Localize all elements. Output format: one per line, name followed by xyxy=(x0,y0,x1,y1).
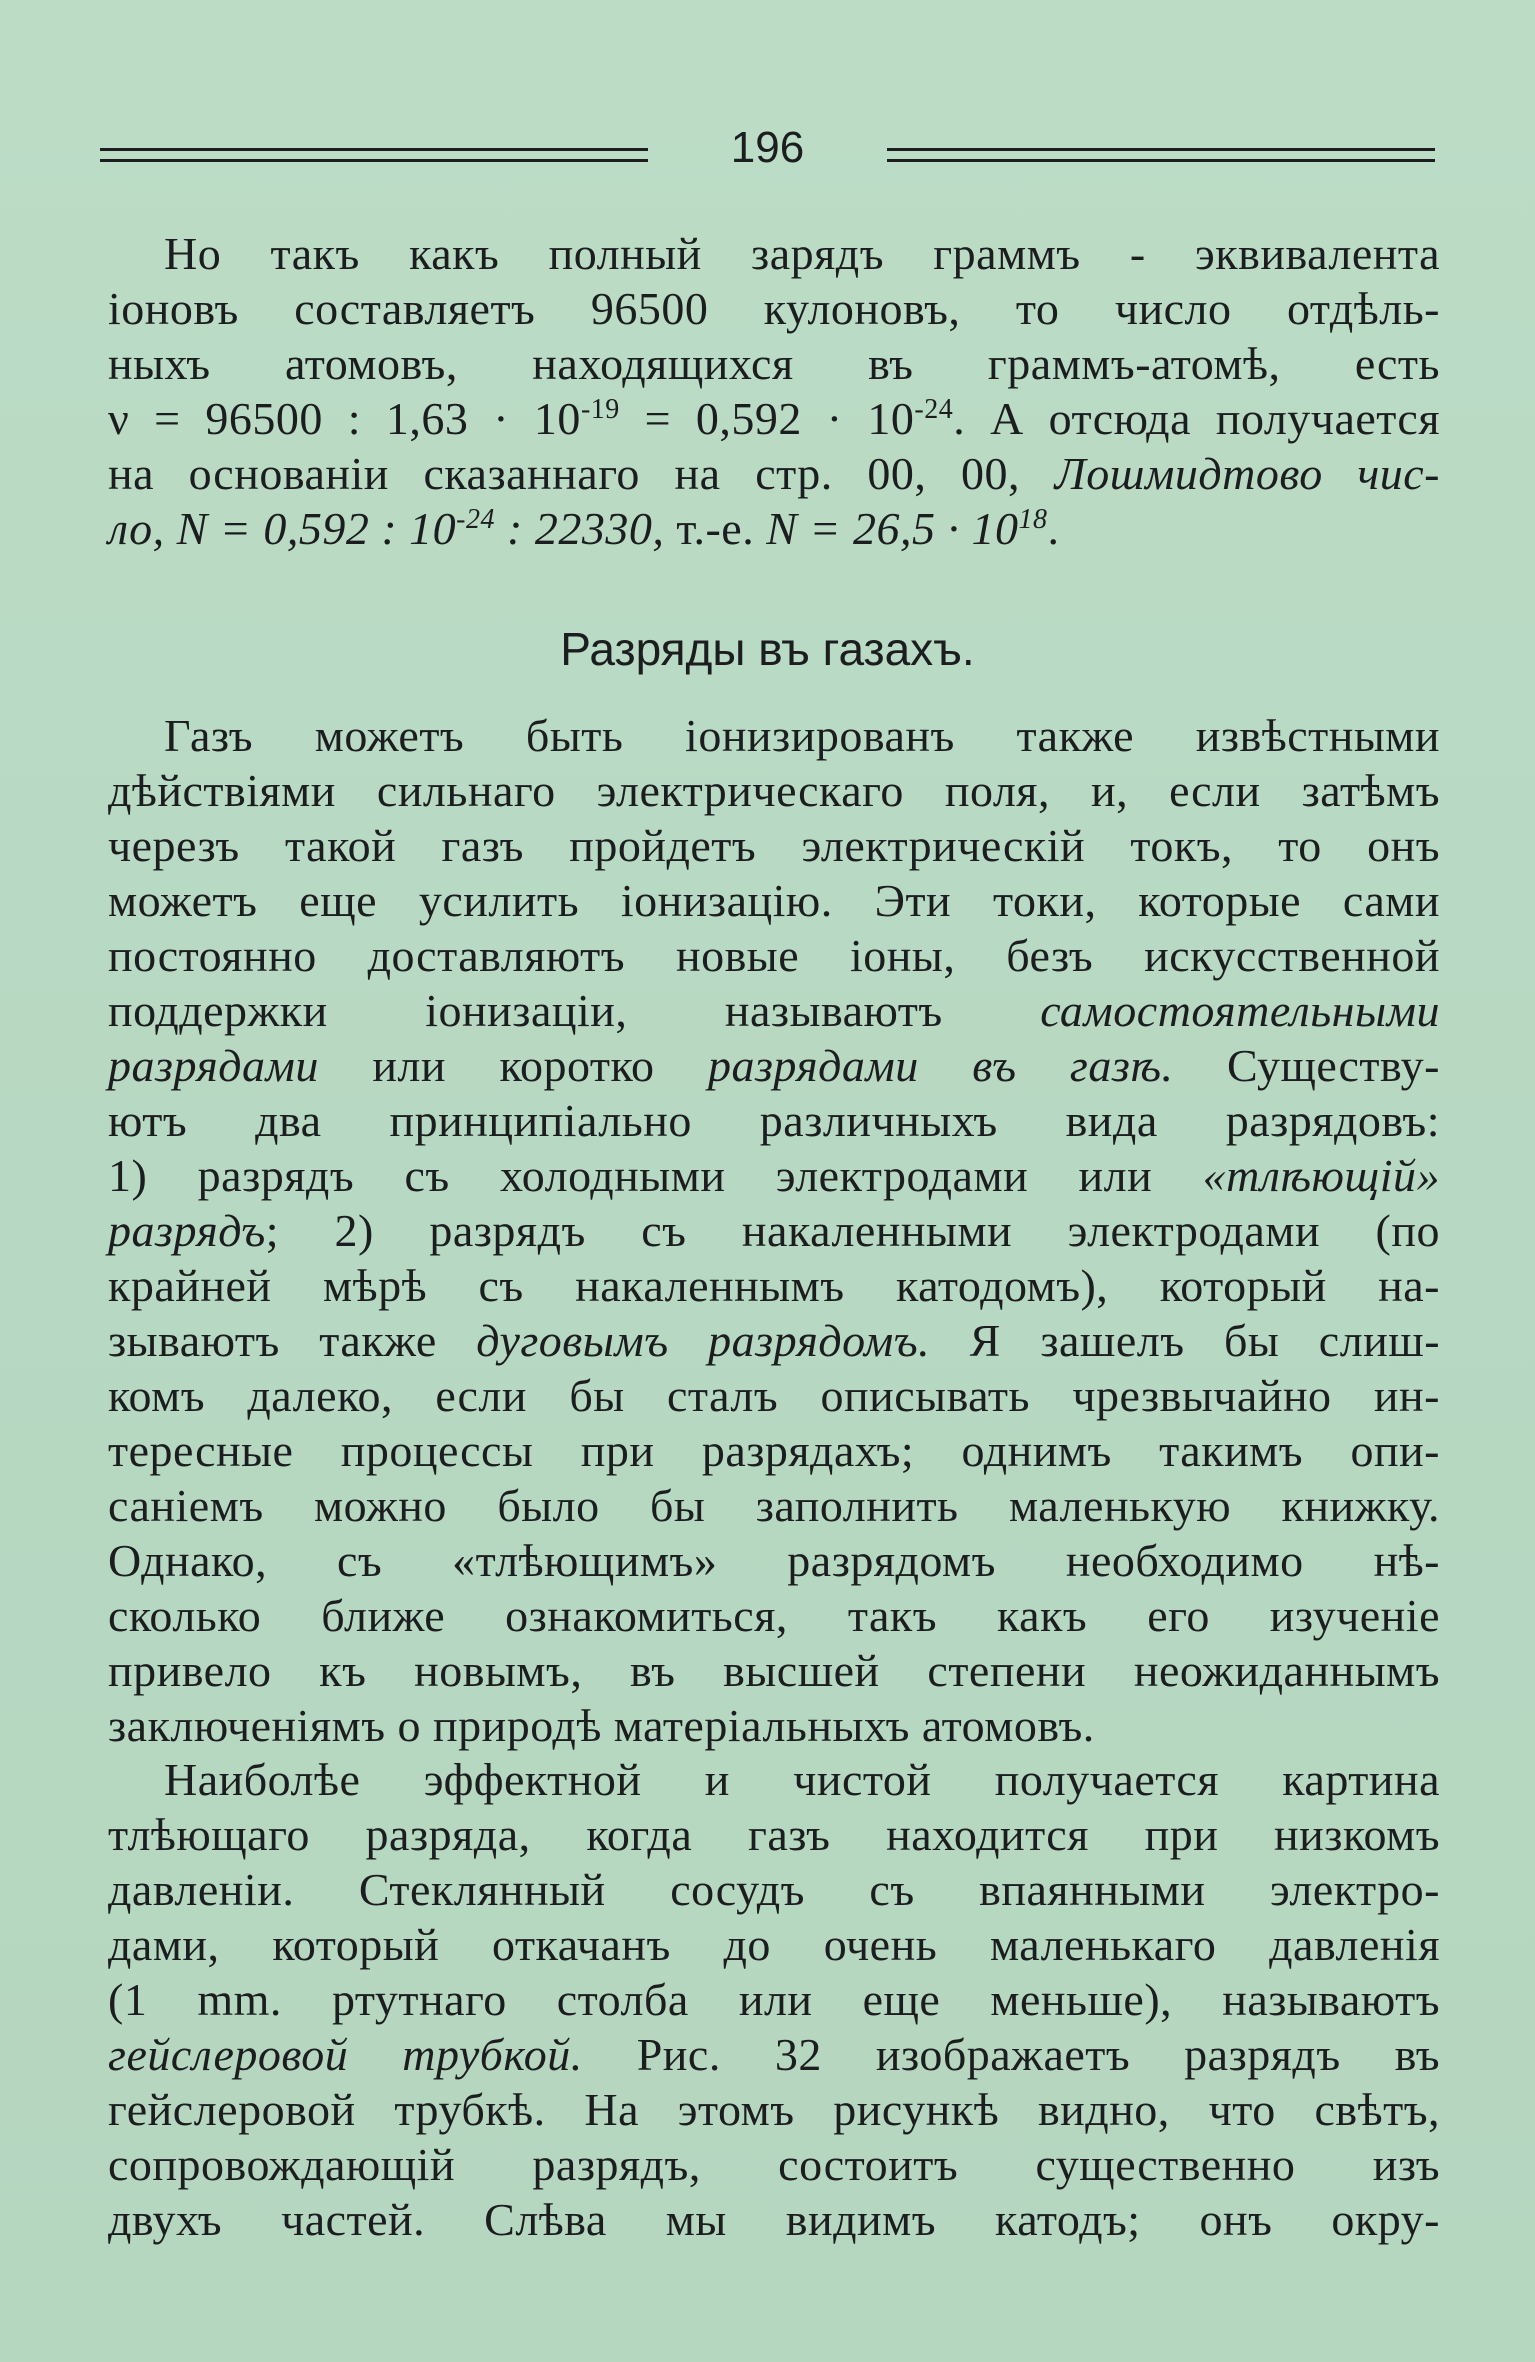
text-line: дами, который откачанъ до очень маленькаго давленія xyxy=(108,1919,1440,1970)
text-line: Газъ можетъ быть іонизированъ также извѣстными xyxy=(164,710,1440,761)
formula-part: N = 26,5 · 10 xyxy=(766,503,1019,554)
italic-term: гейслеровой трубкой. xyxy=(108,2029,583,2080)
italic-term: дуговымъ разрядомъ. xyxy=(476,1315,931,1366)
text-part: ; 2) разрядъ съ накаленными электродами (по xyxy=(265,1205,1440,1256)
text-line: саніемъ можно было бы заполнить маленькую книжку. xyxy=(108,1480,1440,1531)
text-part: Я зашелъ бы слиш- xyxy=(930,1315,1441,1366)
text-line: (1 mm. ртутнаго столба или еще меньше), называютъ xyxy=(108,1974,1440,2025)
text-line: можетъ еще усилить іонизацію. Эти токи, которые сами xyxy=(108,875,1440,926)
text-line xyxy=(108,1148,1440,1203)
page-number: 196 xyxy=(730,123,805,172)
text-line: дѣйствіями сильнаго электрическаго поля, и, если затѣмъ xyxy=(108,765,1440,816)
text-line: давленіи. Стеклянный сосудъ съ впаянными электро- xyxy=(108,1864,1440,1915)
paragraph-1 xyxy=(108,226,1440,556)
formula-part: = 0,592 · 10 xyxy=(619,393,915,444)
formula-part: N = 0,592 : 10 xyxy=(176,503,457,554)
exponent: -19 xyxy=(580,394,620,425)
formula-part: ν = 96500 : 1,63 · 10 xyxy=(108,393,581,444)
italic-term: разрядами въ газѣ. xyxy=(707,1040,1174,1091)
text-part: Рис. 32 изображаетъ разрядъ въ xyxy=(582,2029,1440,2080)
exponent: -24 xyxy=(456,504,495,535)
section-heading: Разряды въ газахъ. xyxy=(560,623,975,675)
text-line: Наиболѣе эффектной и чистой получается картина xyxy=(164,1754,1440,1805)
header-rule-right xyxy=(887,148,1435,162)
italic-term: «тлѣющій» xyxy=(1202,1150,1440,1201)
text-part: на основаніи сказаннаго на стр. 00, 00, xyxy=(108,448,1055,499)
paragraph-3 xyxy=(108,1752,1440,2247)
text-line xyxy=(108,1313,1440,1368)
text-part: поддержки іонизаціи, называютъ xyxy=(108,985,1041,1036)
text-line: іоновъ составляетъ 96500 кулоновъ, то число отдѣль- xyxy=(108,283,1440,334)
text-part: . xyxy=(1047,503,1060,554)
italic-term: разрядами xyxy=(108,1040,319,1091)
text-line xyxy=(108,983,1440,1038)
text-line: ныхъ атомовъ, находящихся въ граммъ-атомѣ, есть xyxy=(108,338,1440,389)
text-line: двухъ частей. Слѣва мы видимъ катодъ; онъ окру- xyxy=(108,2194,1440,2245)
formula-part: : 22330, xyxy=(495,503,665,554)
italic-term: самостоятельными xyxy=(1040,985,1440,1036)
italic-term: разрядъ xyxy=(108,1205,266,1256)
text-line: тлѣющаго разряда, когда газъ находится при низкомъ xyxy=(108,1809,1440,1860)
text-line: Но такъ какъ полный зарядъ граммъ - эквивалента xyxy=(164,228,1440,279)
text-line: черезъ такой газъ пройдетъ электрическій токъ, то онъ xyxy=(108,820,1440,871)
exponent: -24 xyxy=(914,394,954,425)
text-part: . А отсюда получается xyxy=(953,393,1441,444)
text-line xyxy=(108,1038,1440,1093)
text-part: 1) разрядъ съ холодными электродами или xyxy=(108,1150,1203,1201)
text-line: привело къ новымъ, въ высшей степени неожиданнымъ xyxy=(108,1645,1440,1696)
exponent: 18 xyxy=(1018,504,1048,535)
text-part: т.-е. xyxy=(664,503,767,554)
text-line: крайней мѣрѣ съ накаленнымъ катодомъ), который на- xyxy=(108,1260,1440,1311)
text-part: Существу- xyxy=(1173,1040,1440,1091)
text-line-formula xyxy=(108,501,1440,556)
italic-term: Лошмидтово чис- xyxy=(1054,448,1441,499)
text-line: сколько ближе ознакомиться, такъ какъ его изученіе xyxy=(108,1590,1440,1641)
italic-term: ло, xyxy=(108,503,177,554)
text-line: Однако, съ «тлѣющимъ» разрядомъ необходимо нѣ- xyxy=(108,1535,1440,1586)
text-line: заключеніямъ о природѣ матеріальныхъ атомовъ. xyxy=(108,1700,1095,1751)
text-line: сопровождающій разрядъ, состоитъ существенно изъ xyxy=(108,2139,1440,2190)
text-line: постоянно доставляютъ новые іоны, безъ искусственной xyxy=(108,930,1440,981)
paragraph-2 xyxy=(108,708,1440,1753)
text-line-formula xyxy=(108,391,1440,446)
text-line xyxy=(108,1203,1440,1258)
text-line: гейслеровой трубкѣ. На этомъ рисункѣ видно, что свѣтъ, xyxy=(108,2084,1440,2135)
text-line xyxy=(108,446,1440,501)
text-line: тересные процессы при разрядахъ; однимъ такимъ опи- xyxy=(108,1425,1440,1476)
text-part: зываютъ также xyxy=(108,1315,477,1366)
text-line: ютъ два принципіально различныхъ вида разрядовъ: xyxy=(108,1095,1440,1146)
text-line: комъ далеко, если бы сталъ описывать чрезвычайно ин- xyxy=(108,1370,1440,1421)
page-header xyxy=(100,118,1435,178)
text-part: или коротко xyxy=(318,1040,708,1091)
text-line xyxy=(108,2027,1440,2082)
